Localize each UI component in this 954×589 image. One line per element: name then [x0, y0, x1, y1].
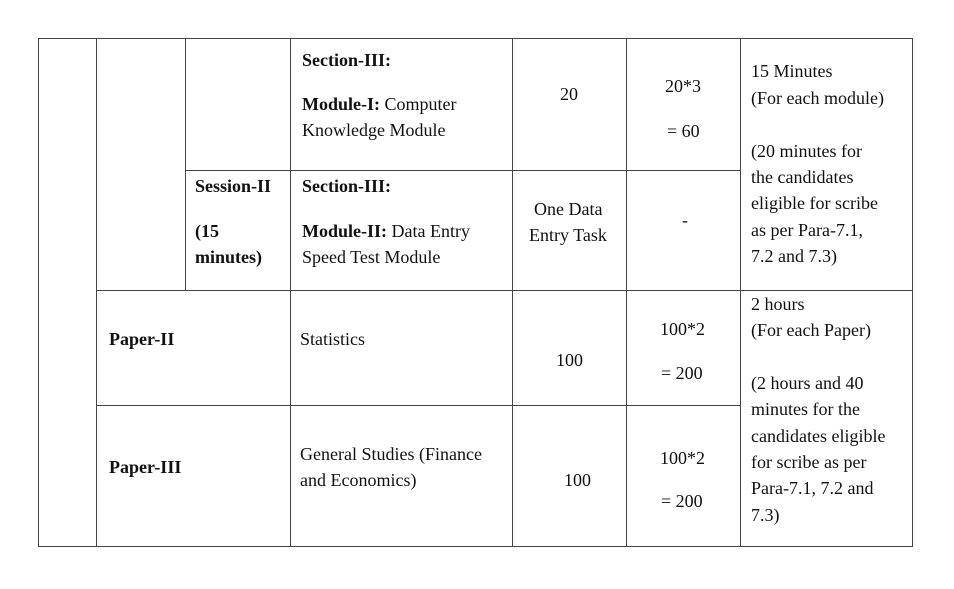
duration-note: minutes for the — [751, 399, 860, 419]
table-border-left — [38, 38, 39, 547]
questions-count-line2: Entry Task — [529, 225, 607, 245]
duration-note: the candidates — [751, 167, 854, 187]
duration-note: 7.2 and 7.3) — [751, 246, 837, 266]
column-divider — [740, 38, 741, 547]
module-name-line2: Speed Test Module — [302, 247, 441, 267]
duration-note: Para-7.1, 7.2 and — [751, 478, 874, 498]
table-border-top — [38, 38, 912, 39]
questions-count: 100 — [564, 470, 591, 490]
duration-note: as per Para-7.1, — [751, 220, 863, 240]
module-label: Module-I: — [302, 94, 380, 114]
section-heading: Section-III: — [302, 50, 391, 70]
marks-total: = 200 — [661, 363, 703, 383]
session-duration-line2: minutes) — [195, 247, 262, 267]
module-name-line2: Knowledge Module — [302, 120, 446, 140]
duration-note: 7.3) — [751, 505, 780, 525]
marks-formula: 100*2 — [660, 319, 705, 339]
session-duration: (15 — [195, 221, 219, 241]
column-divider — [96, 38, 97, 547]
paper-label: Paper-III — [109, 457, 182, 477]
column-divider — [185, 38, 186, 291]
paper-subject: Statistics — [300, 329, 366, 349]
duration-note: (20 minutes for — [751, 141, 862, 161]
marks-formula: 20*3 — [665, 76, 701, 96]
duration-note: (2 hours and 40 — [751, 373, 864, 393]
table-border-right — [912, 38, 913, 547]
questions-count: 20 — [560, 84, 578, 104]
paper-subject: General Studies (Finance — [300, 444, 482, 464]
section-heading: Section-III: — [302, 176, 391, 196]
questions-count: One Data — [534, 199, 603, 219]
marks-formula: 100*2 — [660, 448, 705, 468]
column-divider — [626, 38, 627, 547]
module-name — [302, 91, 457, 117]
duration-note: eligible for scribe — [751, 193, 878, 213]
duration-note: 2 hours — [751, 294, 805, 314]
marks-total: = 200 — [661, 491, 703, 511]
session-label: Session-II — [195, 176, 272, 196]
module-name — [302, 218, 470, 244]
table-border-bottom — [38, 546, 912, 547]
duration-note: (For each Paper) — [751, 320, 871, 340]
paper-subject-line2: and Economics) — [300, 470, 417, 490]
questions-count: 100 — [556, 350, 583, 370]
row-divider — [185, 170, 740, 171]
marks-total: = 60 — [667, 121, 700, 141]
marks-total: - — [682, 210, 688, 230]
column-divider — [290, 38, 291, 547]
duration-note: 15 Minutes — [751, 61, 833, 81]
duration-note: candidates eligible — [751, 426, 886, 446]
module-label: Module-II: — [302, 221, 387, 241]
duration-note: (For each module) — [751, 88, 884, 108]
module-title: Computer — [380, 94, 457, 114]
module-title: Data Entry — [387, 221, 470, 241]
row-divider — [96, 405, 740, 406]
column-divider — [512, 38, 513, 547]
paper-label: Paper-II — [109, 329, 175, 349]
duration-note: for scribe as per — [751, 452, 867, 472]
